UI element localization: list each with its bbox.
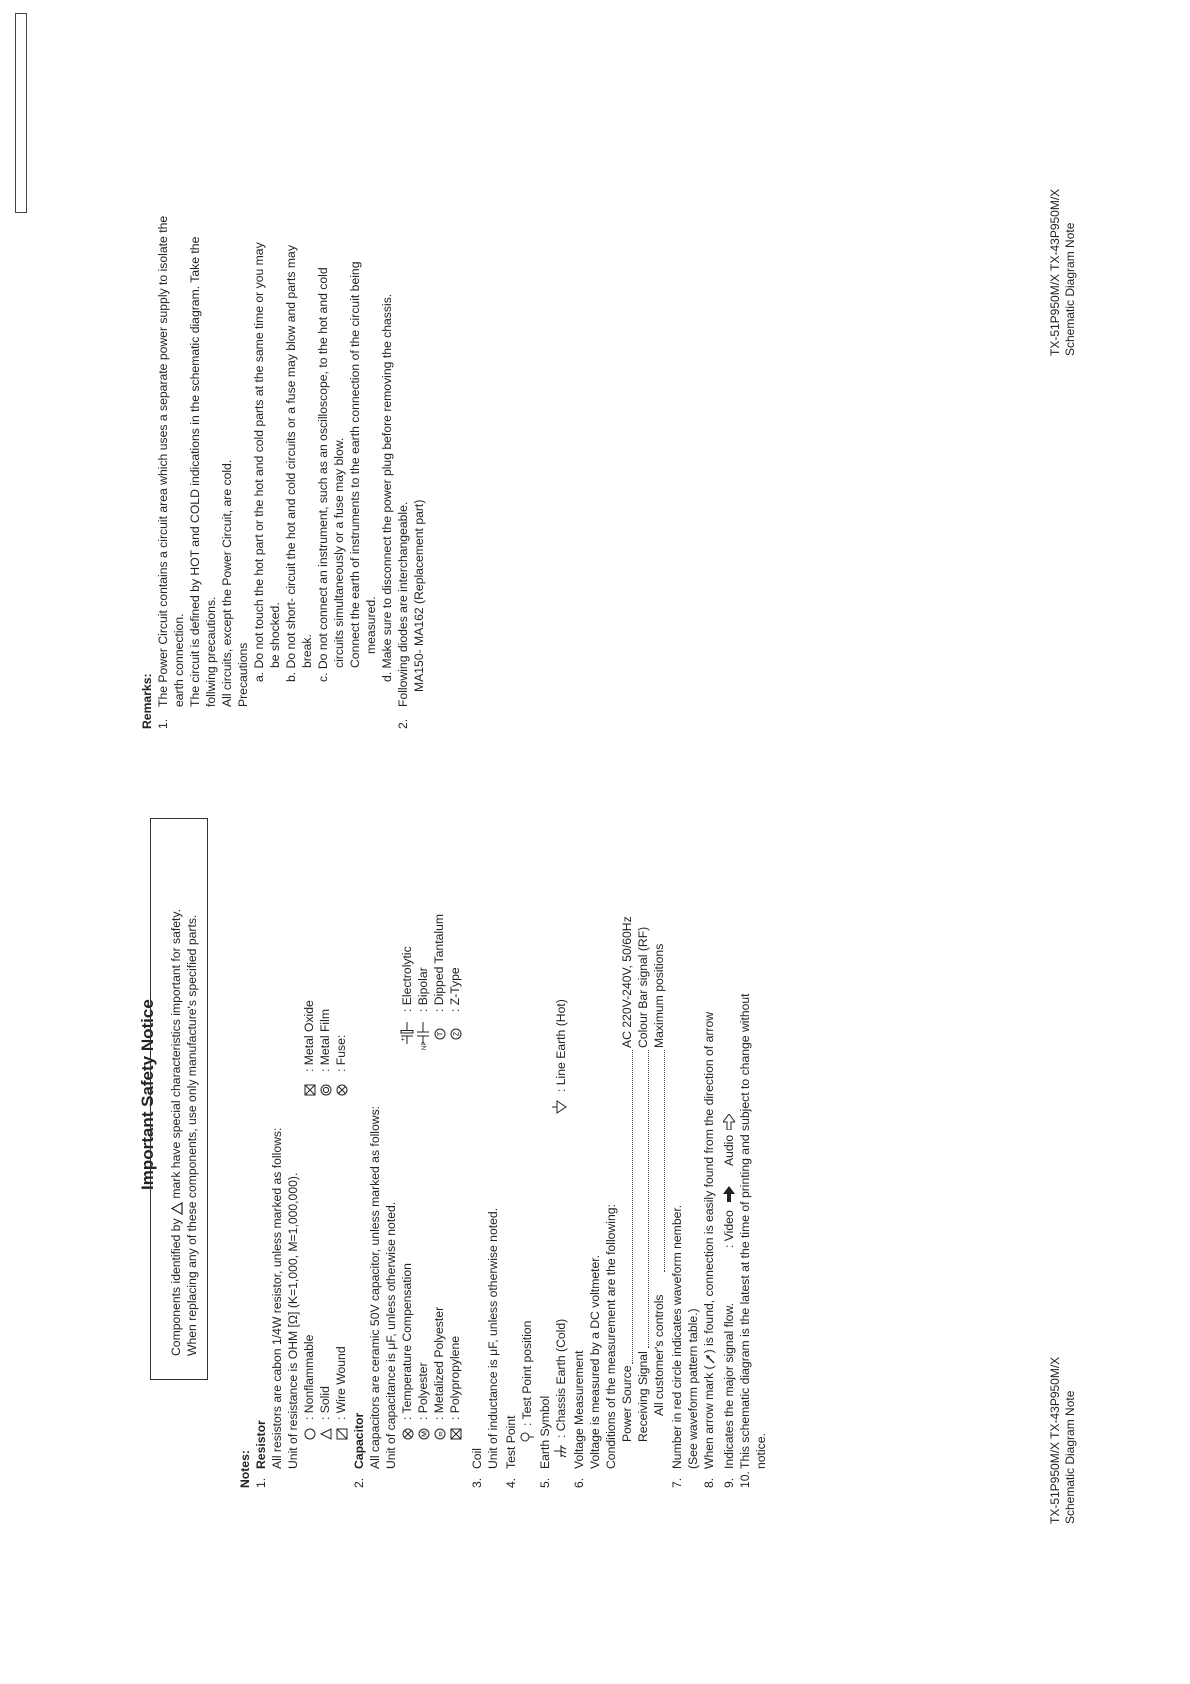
- resistor-desc1: All resistors are cabon 1/4W resistor, unless marked as follows:: [270, 1127, 284, 1469]
- svg-text:T: T: [437, 1031, 445, 1037]
- coil-desc: Unit of inductance is μF, unless otherwise noted.: [486, 1207, 500, 1469]
- capacitor-title: Capacitor: [352, 1412, 366, 1469]
- solid-triangle-icon: [320, 1428, 332, 1440]
- voltage-row-controls-label: All customer's controls: [652, 1294, 666, 1416]
- capacitor-item-bipolar: : Bipolar: [416, 967, 430, 1012]
- svg-text:+: +: [401, 1037, 407, 1041]
- bipolar-np-label: NP: [422, 1041, 428, 1050]
- voltage-title: Voltage Measurement: [572, 1350, 586, 1469]
- capacitor-item-metalized-polyester: : Metalized Polyester: [432, 1306, 446, 1420]
- remark1-line2: earth connection.: [172, 613, 186, 707]
- wire-wound-box-icon: [336, 1428, 348, 1440]
- safety-notice-box: [150, 818, 208, 1380]
- capacitor-num: 2.: [352, 1477, 366, 1488]
- line-earth-icon: [552, 1100, 568, 1114]
- voltage-row-power-value: AC 220V-240V, 50/60Hz: [620, 916, 634, 1048]
- capacitor-desc1: All capacitors are ceramic 50V capacitor, unless marked as follows:: [368, 1105, 382, 1469]
- testpoint-desc: : Test Point position: [520, 1320, 534, 1426]
- earth-hot-desc: : Line Earth (Hot): [554, 999, 568, 1092]
- note9-audio-label: Audio: [722, 1134, 736, 1166]
- note7-num: 7.: [670, 1477, 684, 1488]
- polypropylene-box-icon: [450, 1428, 462, 1440]
- testpoint-num: 4.: [504, 1477, 518, 1488]
- safety-triangle-icon: [171, 1202, 183, 1215]
- precaution-d-line1: d. Make sure to disconnect the power plug before removing the chassis.: [380, 293, 394, 682]
- precaution-c-line2: circuits simultaneously or a fuse may blow.: [332, 437, 346, 668]
- earth-cold-desc: : Chassis Earth (Cold): [554, 1318, 568, 1438]
- remark1-line3: The circuit is defined by HOT and COLD indications in the schematic diagram. Take the: [188, 236, 202, 707]
- remark1-line6: Precautions: [236, 642, 250, 707]
- remark2-line2: MA150- MA162 (Replacement part): [412, 499, 426, 692]
- video-arrow-icon: [723, 1186, 735, 1202]
- resistor-item-wire-wound: : Wire Wound: [334, 1346, 348, 1420]
- resistor-title: Resistor: [254, 1420, 268, 1469]
- remark2-num: 2.: [396, 718, 410, 729]
- resistor-item-nonflammable: : Nonflammable: [302, 1334, 316, 1420]
- note8-text: When arrow mark () is found, connection is easily found from the direction of arrow: [702, 1011, 716, 1469]
- capacitor-item-electrolytic: : Electrolytic: [400, 946, 414, 1012]
- note10-num: 10.: [738, 1471, 752, 1488]
- precaution-connect-line2: measured.: [364, 596, 378, 654]
- remarks-heading: Remarks:: [140, 673, 154, 729]
- note10-text2: notice.: [754, 1433, 768, 1469]
- voltage-row-signal-leader: [648, 1050, 649, 1348]
- metal-oxide-box-icon: [304, 1084, 316, 1096]
- coil-title: Coil: [470, 1448, 484, 1469]
- dipped-tantalum-icon: [434, 1028, 446, 1040]
- capacitor-desc2: Unit of capacitance is μF, unless otherwise noted.: [384, 1201, 398, 1469]
- voltage-row-signal-value: Colour Bar signal (RF): [636, 926, 650, 1048]
- note8-num: 8.: [702, 1477, 716, 1488]
- precaution-a-line2: be shocked.: [268, 602, 282, 668]
- remark1-line4: follwing precautions.: [204, 596, 218, 707]
- footer-left-subtitle: Schematic Diagram Note: [1063, 1390, 1077, 1524]
- resistor-item-fuse: : Fuse:: [334, 1034, 348, 1072]
- safety-notice-line2: When replacing any of these components, use only manufacture's specified parts.: [185, 914, 199, 1356]
- resistor-item-metal-oxide: : Metal Oxide: [302, 1000, 316, 1072]
- chassis-earth-icon: [554, 1444, 568, 1458]
- note7-text1: Number in red circle indicates waveform nember.: [670, 1204, 684, 1469]
- voltage-row-controls-leader: [664, 1050, 665, 1272]
- footer-right-model: TX-51P950M/X TX-43P950M/X: [1048, 188, 1062, 356]
- safety-notice-title: Important Safety Notice: [138, 999, 157, 1190]
- resistor-item-solid: : Solid: [318, 1386, 332, 1420]
- precaution-c-line1: c. Do not connect an instrument, such as an oscilloscope, to the hot and cold: [316, 267, 330, 682]
- electrolytic-capacitor-icon: [400, 1022, 414, 1044]
- test-point-icon: [520, 1431, 534, 1443]
- capacitor-item-dipped-tantalum: : Dipped Tantalum: [432, 913, 446, 1012]
- precaution-connect-line1: Connect the earth of instruments to the earth connection of the circuit being: [348, 261, 362, 668]
- remark1-line5: All circuits, except the Power Circuit, are cold.: [220, 459, 234, 707]
- notes-heading: Notes:: [238, 1450, 252, 1488]
- footer-right-subtitle: Schematic Diagram Note: [1063, 222, 1077, 356]
- earth-num: 5.: [538, 1477, 552, 1488]
- resistor-num: 1.: [254, 1477, 268, 1488]
- voltage-row-controls-value: Maximum positions: [652, 943, 666, 1048]
- voltage-num: 6.: [572, 1477, 586, 1488]
- resistor-item-metal-film: : Metal Film: [318, 1009, 332, 1072]
- voltage-row-power-label: Power Source: [620, 1365, 634, 1442]
- nonflammable-circle-icon: [304, 1428, 316, 1440]
- capacitor-item-temp-comp: : Temperature Compensation: [400, 1263, 414, 1420]
- capacitor-item-polyester: : Polyester: [416, 1362, 430, 1420]
- svg-text:m: m: [438, 1431, 445, 1437]
- corner-frame: [15, 13, 27, 213]
- coil-num: 3.: [470, 1477, 484, 1488]
- voltage-desc1: Voltage is measured by a DC voltmeter.: [588, 1254, 602, 1469]
- earth-title: Earth Symbol: [538, 1395, 552, 1469]
- metal-film-circle-icon: [320, 1084, 332, 1096]
- polyester-m-icon: [418, 1428, 430, 1440]
- metalized-polyester-icon: [434, 1428, 446, 1440]
- voltage-row-signal-label: Receiving Signal: [636, 1351, 650, 1442]
- note9-num: 9.: [722, 1477, 736, 1488]
- z-type-icon: [450, 1028, 462, 1040]
- audio-arrow-icon: [723, 1114, 735, 1130]
- resistor-desc2: Unit of resistance is OHM [Ω] (K=1,000, M=1,000,000).: [286, 1172, 300, 1469]
- precaution-b-line2: break.: [300, 634, 314, 668]
- note9-video-label: : Video: [722, 1210, 736, 1248]
- svg-text:Z: Z: [453, 1031, 461, 1037]
- note10-text1: This schematic diagram is the latest at the time of printing and subject to change without: [738, 993, 752, 1469]
- voltage-row-power-leader: [632, 1050, 633, 1364]
- temp-compensation-icon: [402, 1428, 414, 1440]
- note9-text: Indicates the major signal flow.: [722, 1303, 736, 1469]
- testpoint-title: Test Point: [504, 1415, 518, 1469]
- capacitor-item-polypropylene: : Polypropylene: [448, 1335, 462, 1420]
- precaution-b-line1: b. Do not short- circuit the hot and cold circuits or a fuse may blow and parts may: [284, 245, 298, 682]
- note7-text2: (See waveform pattern table.): [686, 1308, 700, 1469]
- remark2-line1: Following diodes are interchangeable.: [396, 501, 410, 707]
- fuse-circle-x-icon: [336, 1084, 348, 1096]
- voltage-desc2: Conditions of the measurement are the following:: [604, 1204, 618, 1469]
- footer-left-model: TX-51P950M/X TX-43P950M/X: [1048, 1356, 1062, 1524]
- remark1-line1: The Power Circuit contains a circuit area which uses a separate power supply to isolate the: [156, 215, 170, 707]
- svg-text:M: M: [421, 1431, 429, 1437]
- remark1-num: 1.: [156, 718, 170, 729]
- arrow-mark-icon: [704, 1353, 716, 1365]
- safety-notice-line1: Components identified by mark have special characteristics important for safety.: [169, 908, 183, 1356]
- capacitor-item-z-type: : Z-Type: [448, 967, 462, 1012]
- precaution-a-line1: a. Do not touch the hot part or the hot and cold parts at the same time or you may: [252, 242, 266, 682]
